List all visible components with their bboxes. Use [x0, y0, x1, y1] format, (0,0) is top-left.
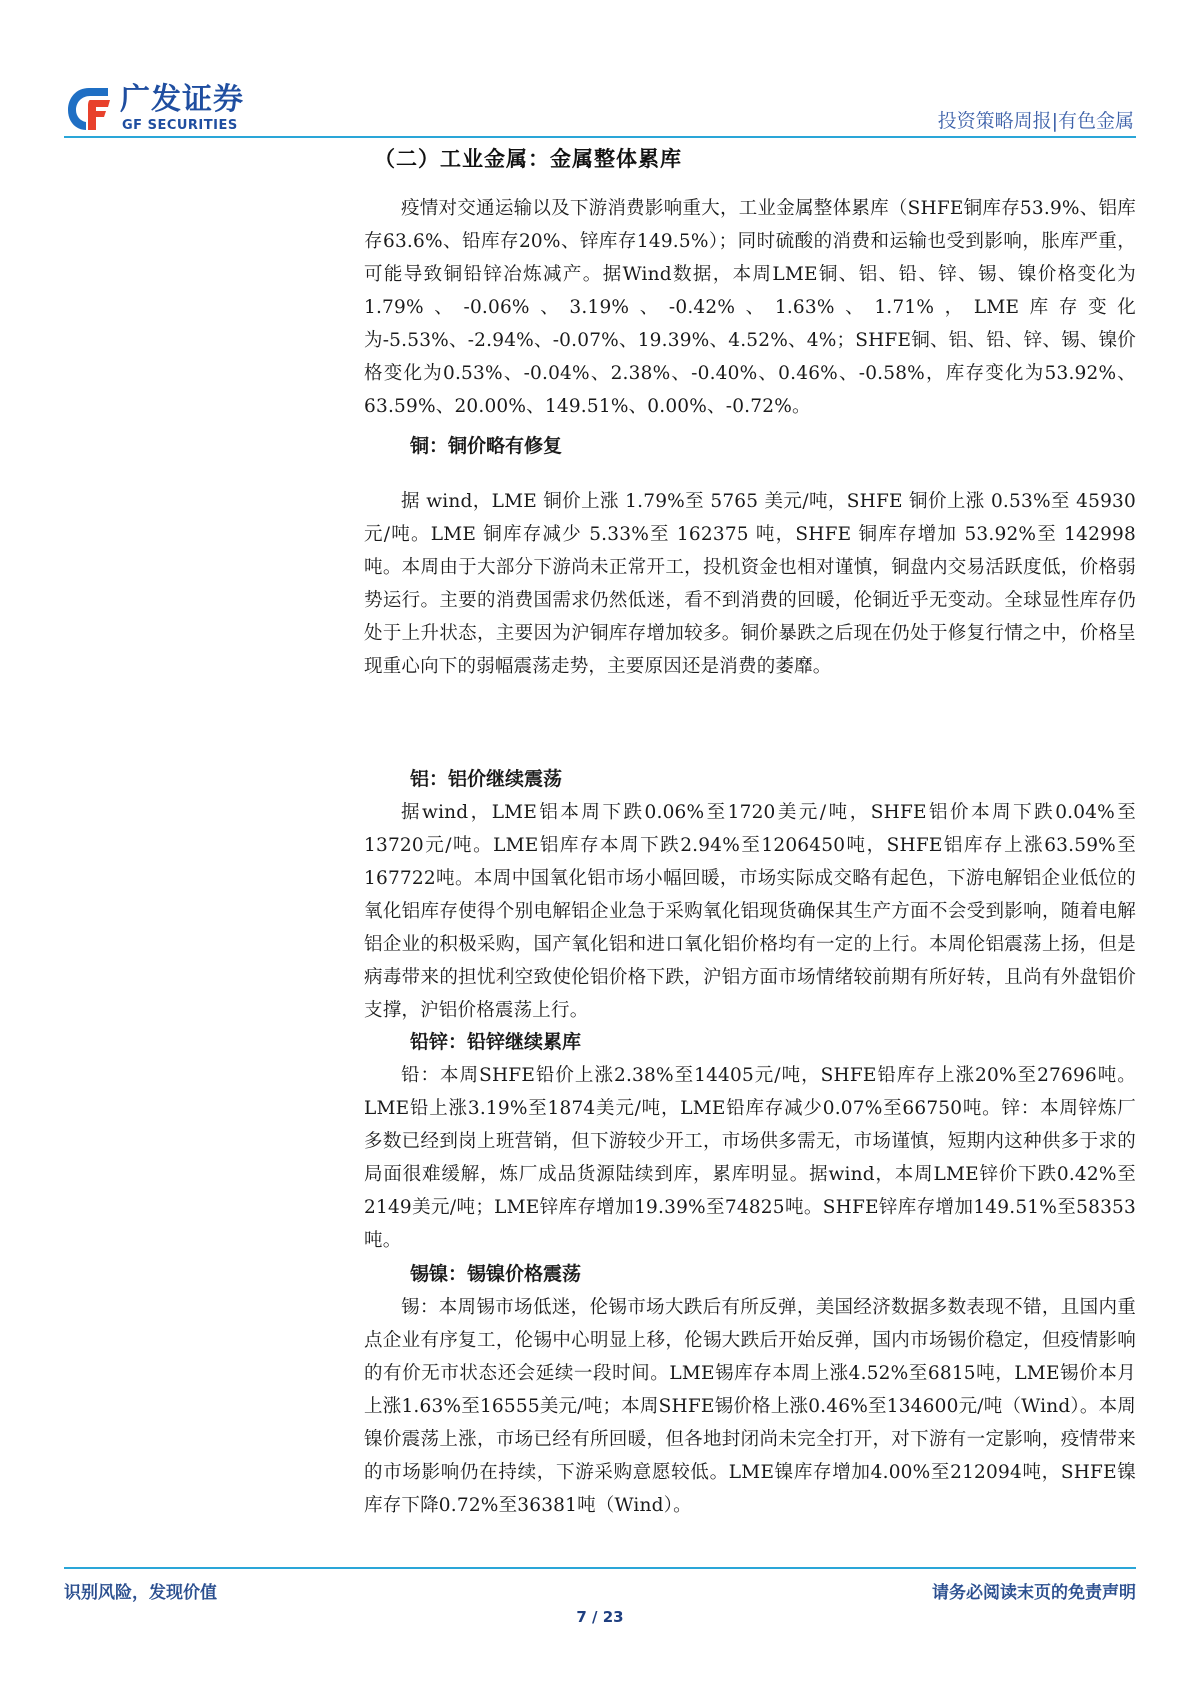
company-logo: [64, 82, 264, 138]
lead-zinc-paragraph: 铅：本周SHFE铅价上涨2.38%至14405元/吨，SHFE铅库存上涨20%至27696吨。LME铅上涨3.19%至1874美元/吨，LME铅库存减少0.07%至66750吨。锌：本周锌炼厂多数已经到岗上班营销，但下游较少开工，市场供多需无，市场谨慎，短期内这种供多于求的局面很难缓解，炼厂成品货源陆续到库，累库明显。据wind，本周LME锌价下跌0.42%至2149美元/吨；LME锌库存增加19.39%至74825吨。SHFE锌库存增加149.51%至58353吨。: [364, 1065, 1136, 1251]
logo-en-text: GF SECURITIES: [122, 118, 238, 133]
tin-nickel-block: [364, 1258, 1136, 1522]
intro-paragraph: 疫情对交通运输以及下游消费影响重大，工业金属整体累库（SHFE铜库存53.9%、铝库存63.6%、铅库存20%、锌库存149.5%）；同时硫酸的消费和运输也受到影响，胀库严重，可能导致铜铅锌冶炼减产。据Wind数据，本周LME铜、铝、铅、锌、锡、镍价格变化为1.79%、-0.06%、3.19%、-0.42%、1.63%、1.71%，LME库存变化为-5.53%、-2.94%、-0.07%、19.39%、4.52%、4%；SHFE铜、铝、铅、锌、锡、镍价格变化为0.53%、-0.04%、2.38%、-0.40%、0.46%、-0.58%，库存变化为53.92%、63.59%、20.00%、149.51%、0.00%、-0.72%。: [364, 198, 1136, 417]
report-category: 投资策略周报|有色金属: [937, 110, 1134, 132]
lead-zinc-block: [364, 1026, 1136, 1257]
section-title: （二）工业金属：金属整体累库: [374, 146, 682, 171]
aluminum-paragraph: 据wind，LME铝本周下跌0.06%至1720美元/吨，SHFE铝价本周下跌0.04%至13720元/吨。LME铝库存本周下跌2.94%至1206450吨，SHFE铝库存上涨63.59%至167722吨。本周中国氧化铝市场小幅回暖，市场实际成交略有起色，下游电解铝企业低位的氧化铝库存使得个别电解铝企业急于采购氧化铝现货确保其生产方面不会受到影响，随着电解铝企业的积极采购，国产氧化铝和进口氧化铝价格均有一定的上行。本周伦铝震荡上扬，但是病毒带来的担忧利空致使伦铝价格下跌，沪铝方面市场情绪较前期有所好转，且尚有外盘铝价支撑，沪铝价格震荡上行。: [364, 802, 1136, 1021]
copper-paragraph: 据 wind，LME 铜价上涨 1.79%至 5765 美元/吨，SHFE 铜价上涨 0.53%至 45930 元/吨。LME 铜库存减少 5.33%至 162375 吨，SHFE 铜库存增加 53.92%至 142998 吨。本周由于大部分下游尚未正常开工，投机资金也相对谨慎，铜盘内交易活跃度低，价格弱势运行。主要的消费国需求仍然低迷，看不到消费的回暖，伦铜近乎无变动。全球显性库存仍处于上升状态，主要因为沪铜库存增加较多。铜价暴跌之后现在仍处于修复行情之中，价格呈现重心向下的弱幅震荡走势，主要原因还是消费的萎靡。: [364, 491, 1136, 677]
subsection-heading-copper: 铜：铜价略有修复: [410, 435, 563, 457]
header-divider: [64, 136, 1136, 138]
tin-nickel-paragraph: 锡：本周锡市场低迷，伦锡市场大跌后有所反弹，美国经济数据多数表现不错，且国内重点企业有序复工，伦锡中心明显上移，伦锡大跌后开始反弹，国内市场锡价稳定，但疫情影响的有价无市状态还会延续一段时间。LME锡库存本周上涨4.52%至6815吨，LME锡价本月上涨1.63%至16555美元/吨；本周SHFE锡价格上涨0.46%至134600元/吨（Wind）。本周镍价震荡上涨，市场已经有所回暖，但各地封闭尚未完全打开，对下游有一定影响，疫情带来的市场影响仍在持续，下游采购意愿较低。LME镍库存增加4.00%至212094吨，SHFE镍库存下降0.72%至36381吨（Wind）。: [364, 1297, 1136, 1516]
page-number: 7 / 23: [576, 1608, 624, 1626]
footer-divider: [64, 1567, 1136, 1569]
gf-logo-icon: [64, 84, 114, 134]
intro-block: [364, 192, 1136, 423]
aluminum-block: [364, 763, 1136, 1027]
subsection-heading-tin-nickel: 锡镍：锡镍价格震荡: [410, 1263, 582, 1285]
footer-disclaimer: 请务必阅读末页的免责声明: [932, 1583, 1136, 1603]
logo-cn-text: 广发证券: [120, 82, 244, 117]
subsection-heading-aluminum: 铝：铝价继续震荡: [410, 768, 563, 790]
copper-block: [364, 430, 1136, 683]
footer-slogan: 识别风险，发现价值: [64, 1583, 217, 1603]
subsection-heading-lead-zinc: 铅锌：铅锌继续累库: [410, 1031, 582, 1053]
